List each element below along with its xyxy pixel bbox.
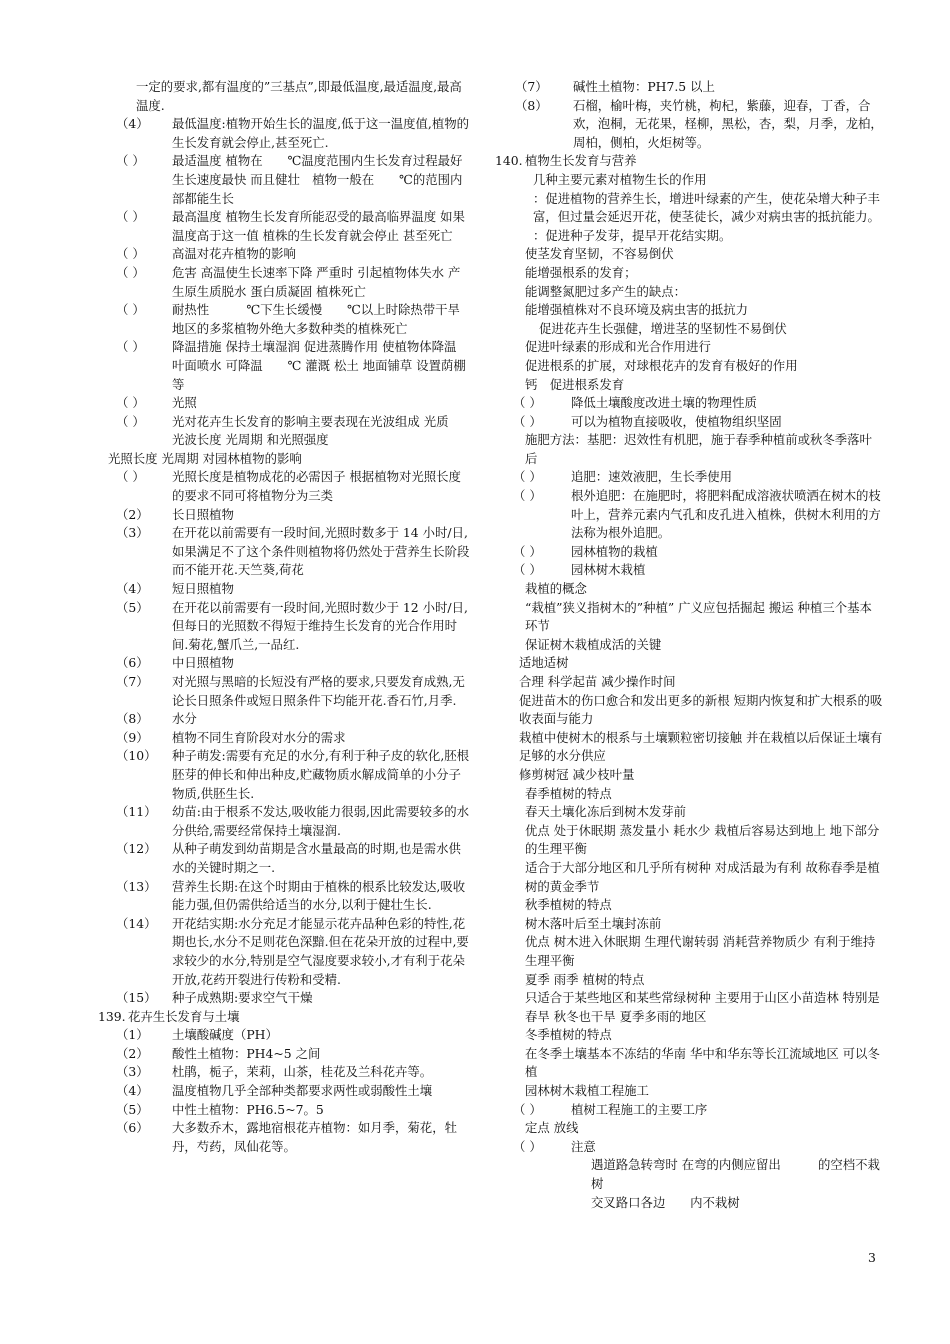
item-text: 定点 放线 (525, 1120, 579, 1136)
item-text: 春天土壤化冻后到树木发芽前 (525, 804, 687, 820)
item-number: （3） (116, 1064, 149, 1080)
item-text: 施肥方法：基肥：迟效性有机肥，施于春季种植前或秋冬季落叶后 (525, 432, 872, 466)
item-number: 139. (98, 1008, 126, 1024)
list-item (495, 394, 883, 413)
list-item (495, 803, 883, 822)
item-number: 140. (495, 153, 523, 169)
page-number: 3 (868, 1250, 876, 1265)
list-item (495, 78, 883, 97)
item-text: 酸性土植物：PH4~5 之间 (172, 1045, 321, 1061)
list-item (98, 747, 470, 803)
list-item (98, 803, 470, 840)
item-number: （6） (116, 1120, 149, 1136)
list-item (98, 599, 470, 655)
item-text: ：促进植物的营养生长，增进叶绿素的产生，使花朵增大种子丰富，但过量会延迟开花，使茎徒长，减少对病虫害的抵抗能力。 (533, 190, 880, 225)
item-text: ：促进种子发芽，提早开花结实期。 (533, 227, 732, 243)
list-item (495, 636, 883, 655)
item-number: （ ） (513, 488, 542, 504)
item-text: 适合于大部分地区和几乎所有树种 对成活最为有利 故称春季是植树的黄金季节 (525, 859, 880, 894)
item-number: （ ） (116, 413, 145, 429)
list-item (495, 766, 883, 785)
item-text: 几种主要元素对植物生长的作用 (533, 171, 707, 187)
list-item (495, 1156, 883, 1193)
item-number: （5） (116, 1101, 149, 1117)
list-item (495, 320, 883, 339)
item-text: 短日照植物 (172, 581, 234, 597)
item-text: 能调整氮肥过多产生的缺点： (525, 283, 687, 299)
item-number: （13） (116, 878, 157, 894)
item-number: （ ） (116, 209, 145, 225)
item-text: 最低温度:植物开始生长的温度,低于这一温度值,植物的生长发育就会停止,甚至死亡. (172, 116, 470, 150)
list-item (495, 859, 883, 896)
item-text: 优点 处于休眠期 蒸发量小 耗水少 栽植后容易达到地上 地下部分的生理平衡 (525, 822, 880, 857)
item-number: （7） (515, 79, 548, 94)
item-number: （ ） (513, 1101, 542, 1117)
list-item (495, 376, 883, 395)
item-number: （1） (116, 1027, 149, 1043)
list-item (495, 468, 883, 487)
list-item (495, 673, 883, 692)
item-number: （15） (116, 990, 157, 1006)
list-item (98, 208, 470, 245)
item-text: 促进苗木的伤口愈合和发出更多的新根 短期内恢复和扩大根系的吸收表面与能力 (519, 692, 883, 727)
list-item (98, 1101, 470, 1120)
list-item (98, 580, 470, 599)
list-item (495, 487, 883, 543)
item-text: 遇道路急转弯时 在弯的内侧应留出 的空档不栽树 (591, 1157, 880, 1192)
list-item (98, 915, 470, 989)
list-item (495, 171, 883, 190)
list-item (495, 580, 883, 599)
list-item (98, 264, 470, 301)
item-text: 促进根系的扩展，对球根花卉的发育有极好的作用 (525, 357, 798, 373)
list-item (98, 506, 470, 525)
section-heading (98, 1008, 470, 1027)
item-number: （ ） (116, 153, 145, 169)
item-text: 夏季 雨季 植树的特点 (525, 971, 645, 987)
list-item (98, 338, 470, 394)
list-item (98, 673, 470, 710)
list-item (495, 785, 883, 804)
list-item (98, 1063, 470, 1082)
list-item (495, 97, 883, 153)
list-item (495, 692, 883, 729)
list-item (495, 915, 883, 934)
list-item (98, 152, 470, 208)
item-number: （ ） (116, 246, 145, 262)
list-item (495, 1119, 883, 1138)
list-item (98, 245, 470, 264)
item-text: 秋季植树的特点 (525, 897, 612, 913)
item-text: 钙 促进根系发育 (525, 376, 625, 392)
list-item (495, 1045, 883, 1082)
list-item (495, 338, 883, 357)
item-number: （5） (116, 599, 149, 615)
item-number: （6） (116, 655, 149, 671)
item-text: 春季植树的特点 (525, 785, 612, 801)
item-text: 只适合于某些地区和某些常绿树种 主要用于山区小苗造林 特别是春旱 秋冬也干旱 夏季多雨的地区 (525, 990, 880, 1024)
item-number: （10） (116, 748, 157, 764)
item-number: （ ） (513, 395, 542, 411)
item-number: （11） (116, 804, 157, 820)
item-text: 在开花以前需要有一段时间,光照时数少于 12 小时/日,但每日的光照数不得短于维持生长发育的光合作用时间.菊花,蟹爪兰,一品红. (172, 599, 468, 652)
item-text: 最高温度 植物生长发育所能忍受的最高临界温度 如果温度高于这一值 植株的生长发育就会停止 甚至死亡 (172, 209, 465, 243)
list-item (495, 933, 883, 970)
item-text: 石榴，榆叶梅，夹竹桃，枸杞，紫藤，迎春，丁香，合欢，泡桐，无花果，柽柳，黑松，杏，梨，月季，龙柏，周柏，侧柏，火炬树等。 (573, 97, 883, 150)
section-heading (495, 152, 883, 171)
item-text: 降低土壤酸度改进土壤的物理性质 (571, 395, 757, 411)
item-text: 合理 科学起苗 减少操作时间 (519, 674, 676, 689)
item-text: 注意 (571, 1138, 596, 1154)
list-item (98, 524, 470, 580)
list-item (98, 78, 470, 115)
item-number: （2） (116, 506, 149, 522)
item-number: （4） (116, 1083, 149, 1099)
item-text: 树木落叶后至土壤封冻前 (525, 915, 662, 931)
list-item (495, 245, 883, 264)
item-text: 促进花卉生长强健，增进茎的坚韧性不易倒伏 (539, 320, 787, 336)
list-item (98, 394, 470, 413)
item-text: 可以为植物直接吸收，使植物组织坚固 (571, 413, 782, 429)
item-text: 园林树木栽植 (571, 562, 646, 578)
list-item (495, 301, 883, 320)
list-item (495, 1082, 883, 1101)
list-item (495, 896, 883, 915)
item-text: 高温对花卉植物的影响 (172, 246, 296, 262)
item-text: 一定的要求,都有温度的”三基点”,即最低温度,最适温度,最高温度. (136, 79, 462, 113)
item-text: 花卉生长发育与土壤 (128, 1008, 240, 1024)
item-text: 植物生长发育与营养 (525, 153, 637, 169)
item-text: 在冬季土壤基本不冻结的华南 华中和华东等长江流域地区 可以冬植 (525, 1045, 880, 1080)
list-item (495, 1101, 883, 1120)
item-number: （7） (116, 674, 149, 689)
item-number: （4） (116, 116, 149, 132)
list-item (495, 431, 883, 468)
item-number: （ ） (116, 469, 145, 485)
item-text: 杜鹃，栀子，茉莉，山茶，桂花及兰科花卉等。 (172, 1064, 433, 1080)
list-item (98, 468, 470, 505)
list-item (98, 1082, 470, 1101)
item-number: （8） (116, 711, 149, 727)
item-text: 种子成熟期:要求空气干燥 (172, 990, 313, 1006)
item-text: 植物不同生育阶段对水分的需求 (172, 729, 346, 745)
item-text: 耐热性 ℃下生长缓慢 ℃以上时除热带干旱地区的多浆植物外绝大多数种类的植株死亡 (172, 302, 460, 336)
item-text: 开花结实期:水分充足才能显示花卉品种色彩的特性,花期也长,水分不足则花色深黯.但在花朵开放的过程中,要求较少的水分,特别是空气湿度要求较小,才有利于花朵开放,花药开裂进行传粉和受精. (172, 915, 469, 987)
item-text: 修剪树冠 减少枝叶量 (519, 766, 635, 782)
item-text: 促进叶绿素的形成和光合作用进行 (525, 339, 711, 355)
item-number: （ ） (513, 543, 542, 559)
item-text: 长日照植物 (172, 506, 234, 522)
item-text: 交叉路口各边 内不栽树 (591, 1194, 740, 1210)
item-text: 中性土植物：PH6.5~7。5 (172, 1101, 324, 1117)
left-column (98, 78, 470, 1156)
item-text: 最适温度 植物在 ℃温度范围内生长发育过程最好 生长速度最快 而且健壮 植物一般在 ℃的范围内部都能生长 (172, 153, 463, 206)
list-item (98, 301, 470, 338)
item-text: 大多数乔木，露地宿根花卉植物：如月季，菊花，牡丹，芍药，凤仙花等。 (172, 1120, 457, 1154)
item-text: 温度植物几乎全部种类都要求两性或弱酸性土壤 (172, 1083, 433, 1099)
item-text: 光照长度是植物成花的必需因子 根据植物对光照长度的要求不同可将植物分为三类 (172, 469, 461, 504)
item-text: 栽植的概念 (525, 581, 587, 597)
list-item (98, 115, 470, 152)
list-item (495, 822, 883, 859)
item-number: （ ） (116, 339, 145, 355)
item-text: 营养生长期:在这个时期由于植株的根系比较发达,吸收能力强,但仍需供给适当的水分,以利于健壮生长. (172, 878, 466, 913)
list-item (98, 710, 470, 729)
item-text: 光照长度 光周期 对园林植物的影响 (108, 450, 302, 466)
item-text: 碱性土植物：PH7.5 以上 (573, 79, 715, 94)
list-item (495, 227, 883, 246)
item-text: 园林树木栽植工程施工 (525, 1083, 649, 1099)
item-number: （4） (116, 581, 149, 597)
item-text: 植树工程施工的主要工序 (571, 1101, 708, 1117)
item-text: 对光照与黑暗的长短没有严格的要求,只要发育成熟,无论长日照条件或短日照条件下均能开花.香石竹,月季. (172, 674, 465, 708)
list-item (98, 840, 470, 877)
item-number: （ ） (116, 302, 145, 318)
item-text: 适地适树 (519, 655, 569, 671)
item-text: 追肥：速效液肥，生长季使用 (571, 469, 733, 485)
item-text: 保证树木栽植成活的关键 (525, 636, 662, 652)
list-item (495, 1026, 883, 1045)
list-item (98, 1119, 470, 1156)
list-item (495, 729, 883, 766)
list-item (495, 543, 883, 562)
item-text: 栽植中使树木的根系与土壤颗粒密切接触 并在栽植以后保证土壤有足够的水分供应 (519, 729, 883, 764)
list-item (98, 413, 470, 450)
item-text: 幼苗:由于根系不发达,吸收能力很弱,因此需要较多的水分供给,需要经常保持土壤湿润. (172, 804, 470, 838)
list-item (495, 989, 883, 1026)
list-item (98, 878, 470, 915)
list-item (495, 654, 883, 673)
list-item (98, 450, 470, 469)
list-item (98, 729, 470, 748)
item-text: 光照 (172, 395, 197, 411)
item-text: 冬季植树的特点 (525, 1027, 612, 1043)
item-number: （3） (116, 525, 149, 541)
list-item (495, 561, 883, 580)
item-number: （ ） (513, 1138, 542, 1154)
item-text: 土壤酸碱度（PH） (172, 1027, 278, 1043)
list-item (495, 190, 883, 227)
item-text: 能增强植株对不良环境及病虫害的抵抗力 (525, 302, 749, 318)
item-text: 园林植物的栽植 (571, 543, 658, 559)
right-column (495, 78, 883, 1212)
item-number: （14） (116, 915, 157, 931)
item-text: 光对花卉生长发育的影响主要表现在光波组成 光质 光波长度 光周期 和光照强度 (172, 413, 461, 448)
item-text: 水分 (172, 711, 197, 727)
item-number: （9） (116, 729, 149, 745)
item-text: 危害 高温使生长速率下降 严重时 引起植物体失水 产生原生质脱水 蛋白质凝固 植株死亡 (172, 264, 461, 299)
item-text: 使茎发育坚韧，不容易倒伏 (525, 246, 674, 262)
list-item (495, 264, 883, 283)
list-item (98, 654, 470, 673)
item-text: 根外追肥：在施肥时，将肥料配成溶液状喷洒在树木的枝叶上，营养元素内气孔和皮孔进入植株，供树木利用的方法称为根外追肥。 (571, 488, 881, 541)
item-text: 降温措施 保持土壤湿润 促进蒸腾作用 使植物体降温 叶面喷水 可降温 ℃ 灌溉 松土 地面铺草 设置荫棚等 (172, 339, 466, 392)
item-text: 种子萌发:需要有充足的水分,有利于种子皮的软化,胚根胚芽的伸长和伸出种皮,贮藏物质水解成简单的小分子物质,供胚生长. (172, 748, 470, 801)
item-text: 在开花以前需要有一段时间,光照时数多于 14 小时/日,如果满足不了这个条件则植物将仍然处于营养生长阶段而不能开花.天竺葵,荷花 (172, 525, 470, 578)
item-text: 能增强根系的发育； (525, 264, 637, 280)
item-text: 中日照植物 (172, 655, 234, 671)
list-item (98, 989, 470, 1008)
item-number: （12） (116, 841, 157, 857)
list-item (495, 1138, 883, 1157)
item-number: （ ） (513, 413, 542, 429)
list-item (98, 1026, 470, 1045)
item-number: （2） (116, 1045, 149, 1061)
item-text: 优点 树木进入休眠期 生理代谢转弱 消耗营养物质少 有利于维持生理平衡 (525, 934, 876, 968)
item-number: （ ） (116, 264, 145, 280)
item-number: （ ） (513, 562, 542, 578)
list-item (495, 283, 883, 302)
item-text: “栽植”狭义指树木的”种植” 广义应包括掘起 搬运 种植三个基本环节 (525, 599, 872, 634)
item-number: （ ） (513, 469, 542, 485)
list-item (495, 599, 883, 636)
list-item (495, 971, 883, 990)
list-item (495, 1194, 883, 1213)
list-item (495, 413, 883, 432)
item-number: （ ） (116, 395, 145, 411)
item-number: （8） (515, 97, 548, 113)
item-text: 从种子萌发到幼苗期是含水量最高的时期,也是需水供水的关键时期之一. (172, 841, 461, 875)
list-item (98, 1045, 470, 1064)
list-item (495, 357, 883, 376)
